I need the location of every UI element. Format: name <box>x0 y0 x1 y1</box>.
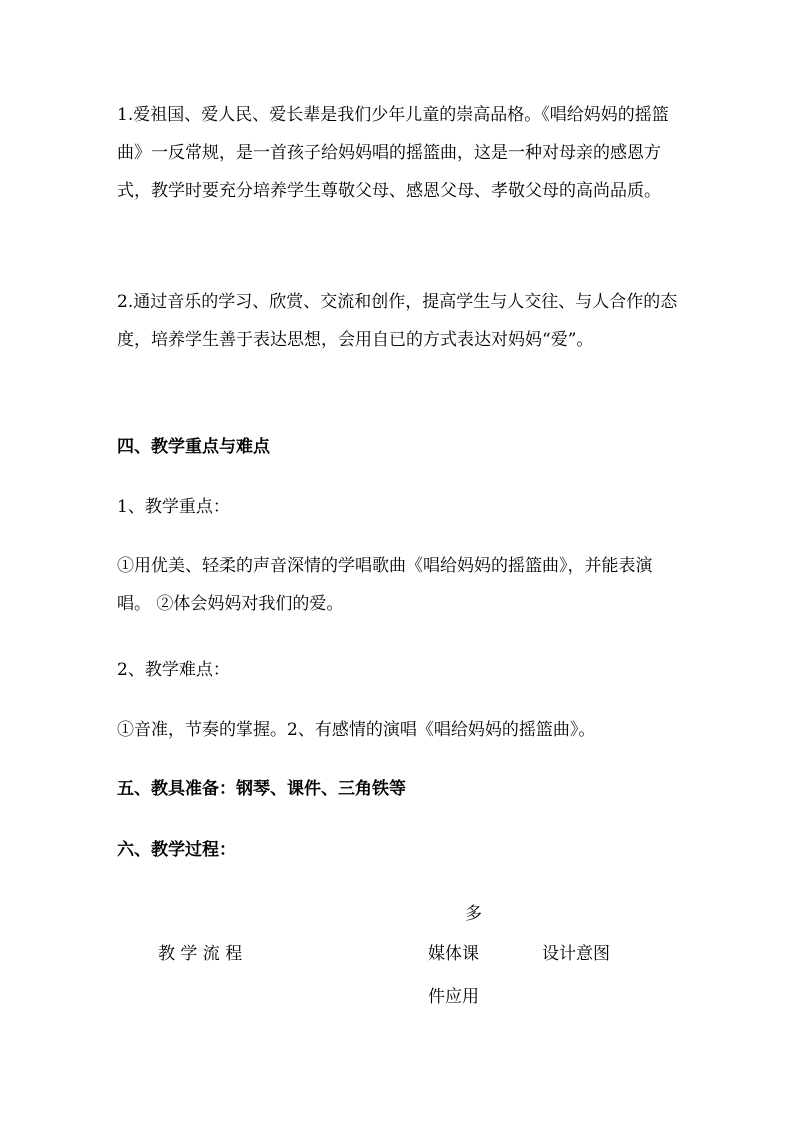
table-header-design-intent: 设计意图 <box>542 944 610 964</box>
difficulties-text: ①音准，节奏的掌握。2、有感情的演唱《唱给妈妈的摇篮曲》。 <box>117 720 596 740</box>
objective-paragraph-2: 2.通过音乐的学习、欣赏、交流和创作，提高学生与人交往、与人合作的态度，培养学生善于表达思想，会用自已的方式表达对妈妈“爱”。 <box>117 292 678 350</box>
section-heading-teaching-process: 六、教学过程： <box>117 840 236 860</box>
objective-paragraph-1: 1.爱祖国、爱人民、爱长辈是我们少年儿童的崇高品格。《唱给妈妈的摇篮曲》一反常规，是一首孩子给妈妈唱的摇篮曲，这是一种对母亲的感恩方式，教学时要充分培养学生尊敬父母、感恩父母、孝敬父母的高尚品质。 <box>117 105 669 201</box>
difficulties-label: 2、教学难点： <box>117 660 230 680</box>
table-header-multimedia-line3: 件应用 <box>428 987 479 1007</box>
section-heading-key-points-and-difficulties: 四、教学重点与难点 <box>117 437 270 457</box>
table-header-multimedia-line2: 媒体课 <box>428 944 479 964</box>
table-header-multimedia-line1: 多 <box>465 904 482 924</box>
table-header-teaching-flow: 教 学 流 程 <box>158 944 243 964</box>
key-points-text: ①用优美、轻柔的声音深情的学唱歌曲《唱给妈妈的摇篮曲》，并能表演唱。 ②体会妈妈对我们的爱。 <box>117 556 653 614</box>
section-heading-teaching-aids: 五、教具准备：钢琴、课件、三角铁等 <box>117 779 406 799</box>
key-points-label: 1、教学重点： <box>117 497 230 517</box>
